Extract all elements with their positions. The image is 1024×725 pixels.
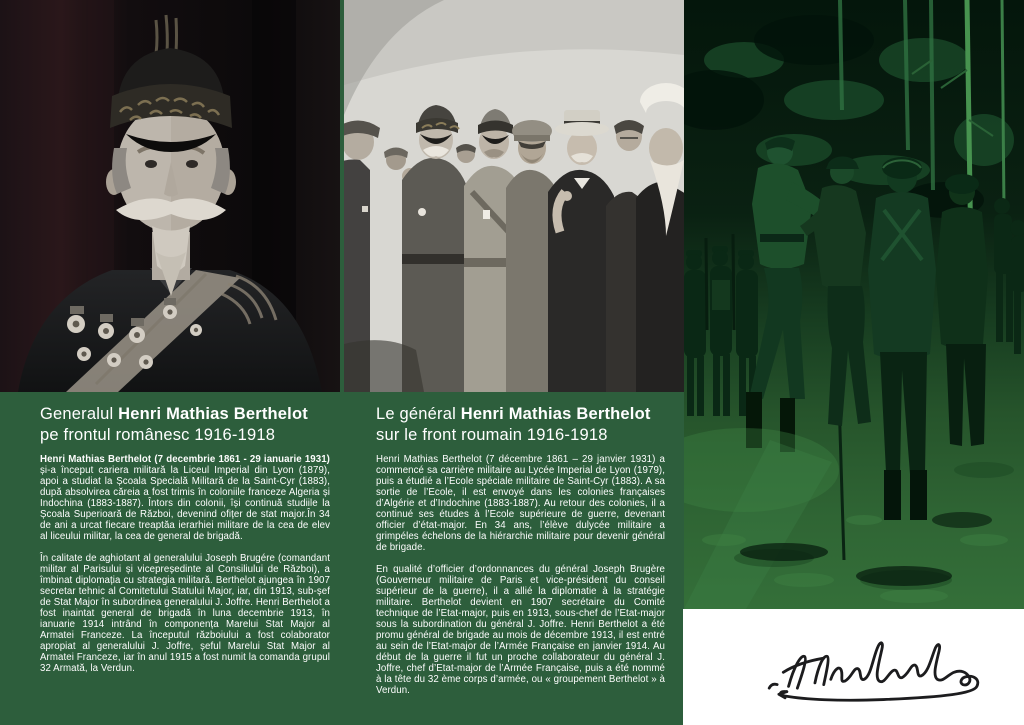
romanian-heading-prefix: Generalul xyxy=(40,405,119,423)
french-paragraph-1: Henri Mathias Berthelot (7 décembre 1861 – 29 janvier 1931) a commencé sa carrière militaire au Lycée Imperial de Lyon (1979), puis a étudié a l’Ecole spéciale militaire de Saint-Cyr (1883). A sa sortie de l’Ecole, il est envoyé dans les colonies françaises d’Algérie et d’Indochine (1883-1887). Au retour des colonies, il a continué ses études à l’Ecole supérieure de guerre, devenant officier d’état-major. En 34 ans, l’élève dulycée militaire a grimpéles échelons de la hiérarchie militaire pour devenir général de brigade. xyxy=(376,454,665,553)
soldiers-distant-right xyxy=(994,198,1024,354)
berthelot-signature xyxy=(741,623,991,711)
romanian-paragraph-2: În calitate de aghiotant al generalului Joseph Brugére (comandant militar al Parisului și vicepreședinte al Consiliului de Război), a îmbinat diplomația cu strategia militară. Berthelot ajungea în 1907 secretar tehnic al Comitetului Statului Major, iar, din 1913, sub-șef de Stat Major în subordinea generalului J. Joffre. Henri Berthelot a fost inaintat general de brigadă în luna decembrie 1913, în ianuarie 1914 intrând în componența Marelui Stat Major al Armatei Franceze. La începutul războiului a fost colaborator apropiat al generalului J. Joffre, șeful Marelui Stat Major al Armatei Franceze, iar în anul 1915 a fost numit la comanda grupul 32 Armată, la Verdun. xyxy=(40,553,330,674)
group-photo-drawing xyxy=(344,0,684,392)
portrait-photo-drawing xyxy=(0,0,340,392)
romanian-paragraph-1-text: și-a început cariera militară la Liceul Imperial din Lyon (1879), apoi a studiat la Școala Specială Militară de la Saint-Cyr (1883), după absolvirea căreia a fost trimis în coloniile franceze Algeria și Indochina (1883-1887). Întors din colonii, își continuă studiile la Școala Superioară de Război, devenind ofițer de stat major.În 34 de ani a urcat fiecare treaptăa ierarhiei militare de la cea de elev al liceului militar, la cea de general de brigadă. xyxy=(40,465,330,542)
french-paragraph-2: En qualité d’officier d’ordonnances du général Joseph Brugère (Gouverneur militaire de Paris et vice-président du conseil supérieur de la guerre), il a allié la diplomatie à la stratégie militaire. Berthelot devient en 1907 secrétaire du Comité technique de l’Etat-major, puis en 1913, sous-chef de l’Etat-major sous la subordination du général J. Joffre. Henri Berthelot a été promu général de brigade au mois de décembre 1913, il est entré au sein de l’Etat-major de l’Armée Française en janvier 1914. Au début de la guerre il fut un proche collaborateur du général J. Joffre, chef d’Etat-major de l’Armée Française, puis a été nommé à la tête du 32 ème corps d’armée, ou « groupement Berthelot » à Verdun. xyxy=(376,564,665,696)
group-photo xyxy=(344,0,684,392)
portrait-photo xyxy=(0,0,340,392)
romanian-column xyxy=(40,404,330,674)
french-column xyxy=(376,404,665,696)
french-heading-line2: sur le front roumain 1916-1918 xyxy=(376,426,608,444)
front-photo xyxy=(684,0,1024,609)
signature-panel xyxy=(683,609,1024,725)
romanian-heading-line2: pe frontul românesc 1916-1918 xyxy=(40,426,276,444)
romanian-heading-name: Henri Mathias Berthelot xyxy=(118,405,308,423)
french-heading-prefix: Le général xyxy=(376,405,461,423)
romanian-paragraph-1-bold: Henri Mathias Berthelot (7 decembrie 1861 - 29 ianuarie 1931) xyxy=(40,454,330,465)
french-heading xyxy=(376,404,665,425)
romanian-heading xyxy=(40,404,330,425)
french-heading-name: Henri Mathias Berthelot xyxy=(460,405,651,423)
romanian-paragraph-1 xyxy=(40,454,330,542)
front-photo-drawing xyxy=(684,0,1024,609)
